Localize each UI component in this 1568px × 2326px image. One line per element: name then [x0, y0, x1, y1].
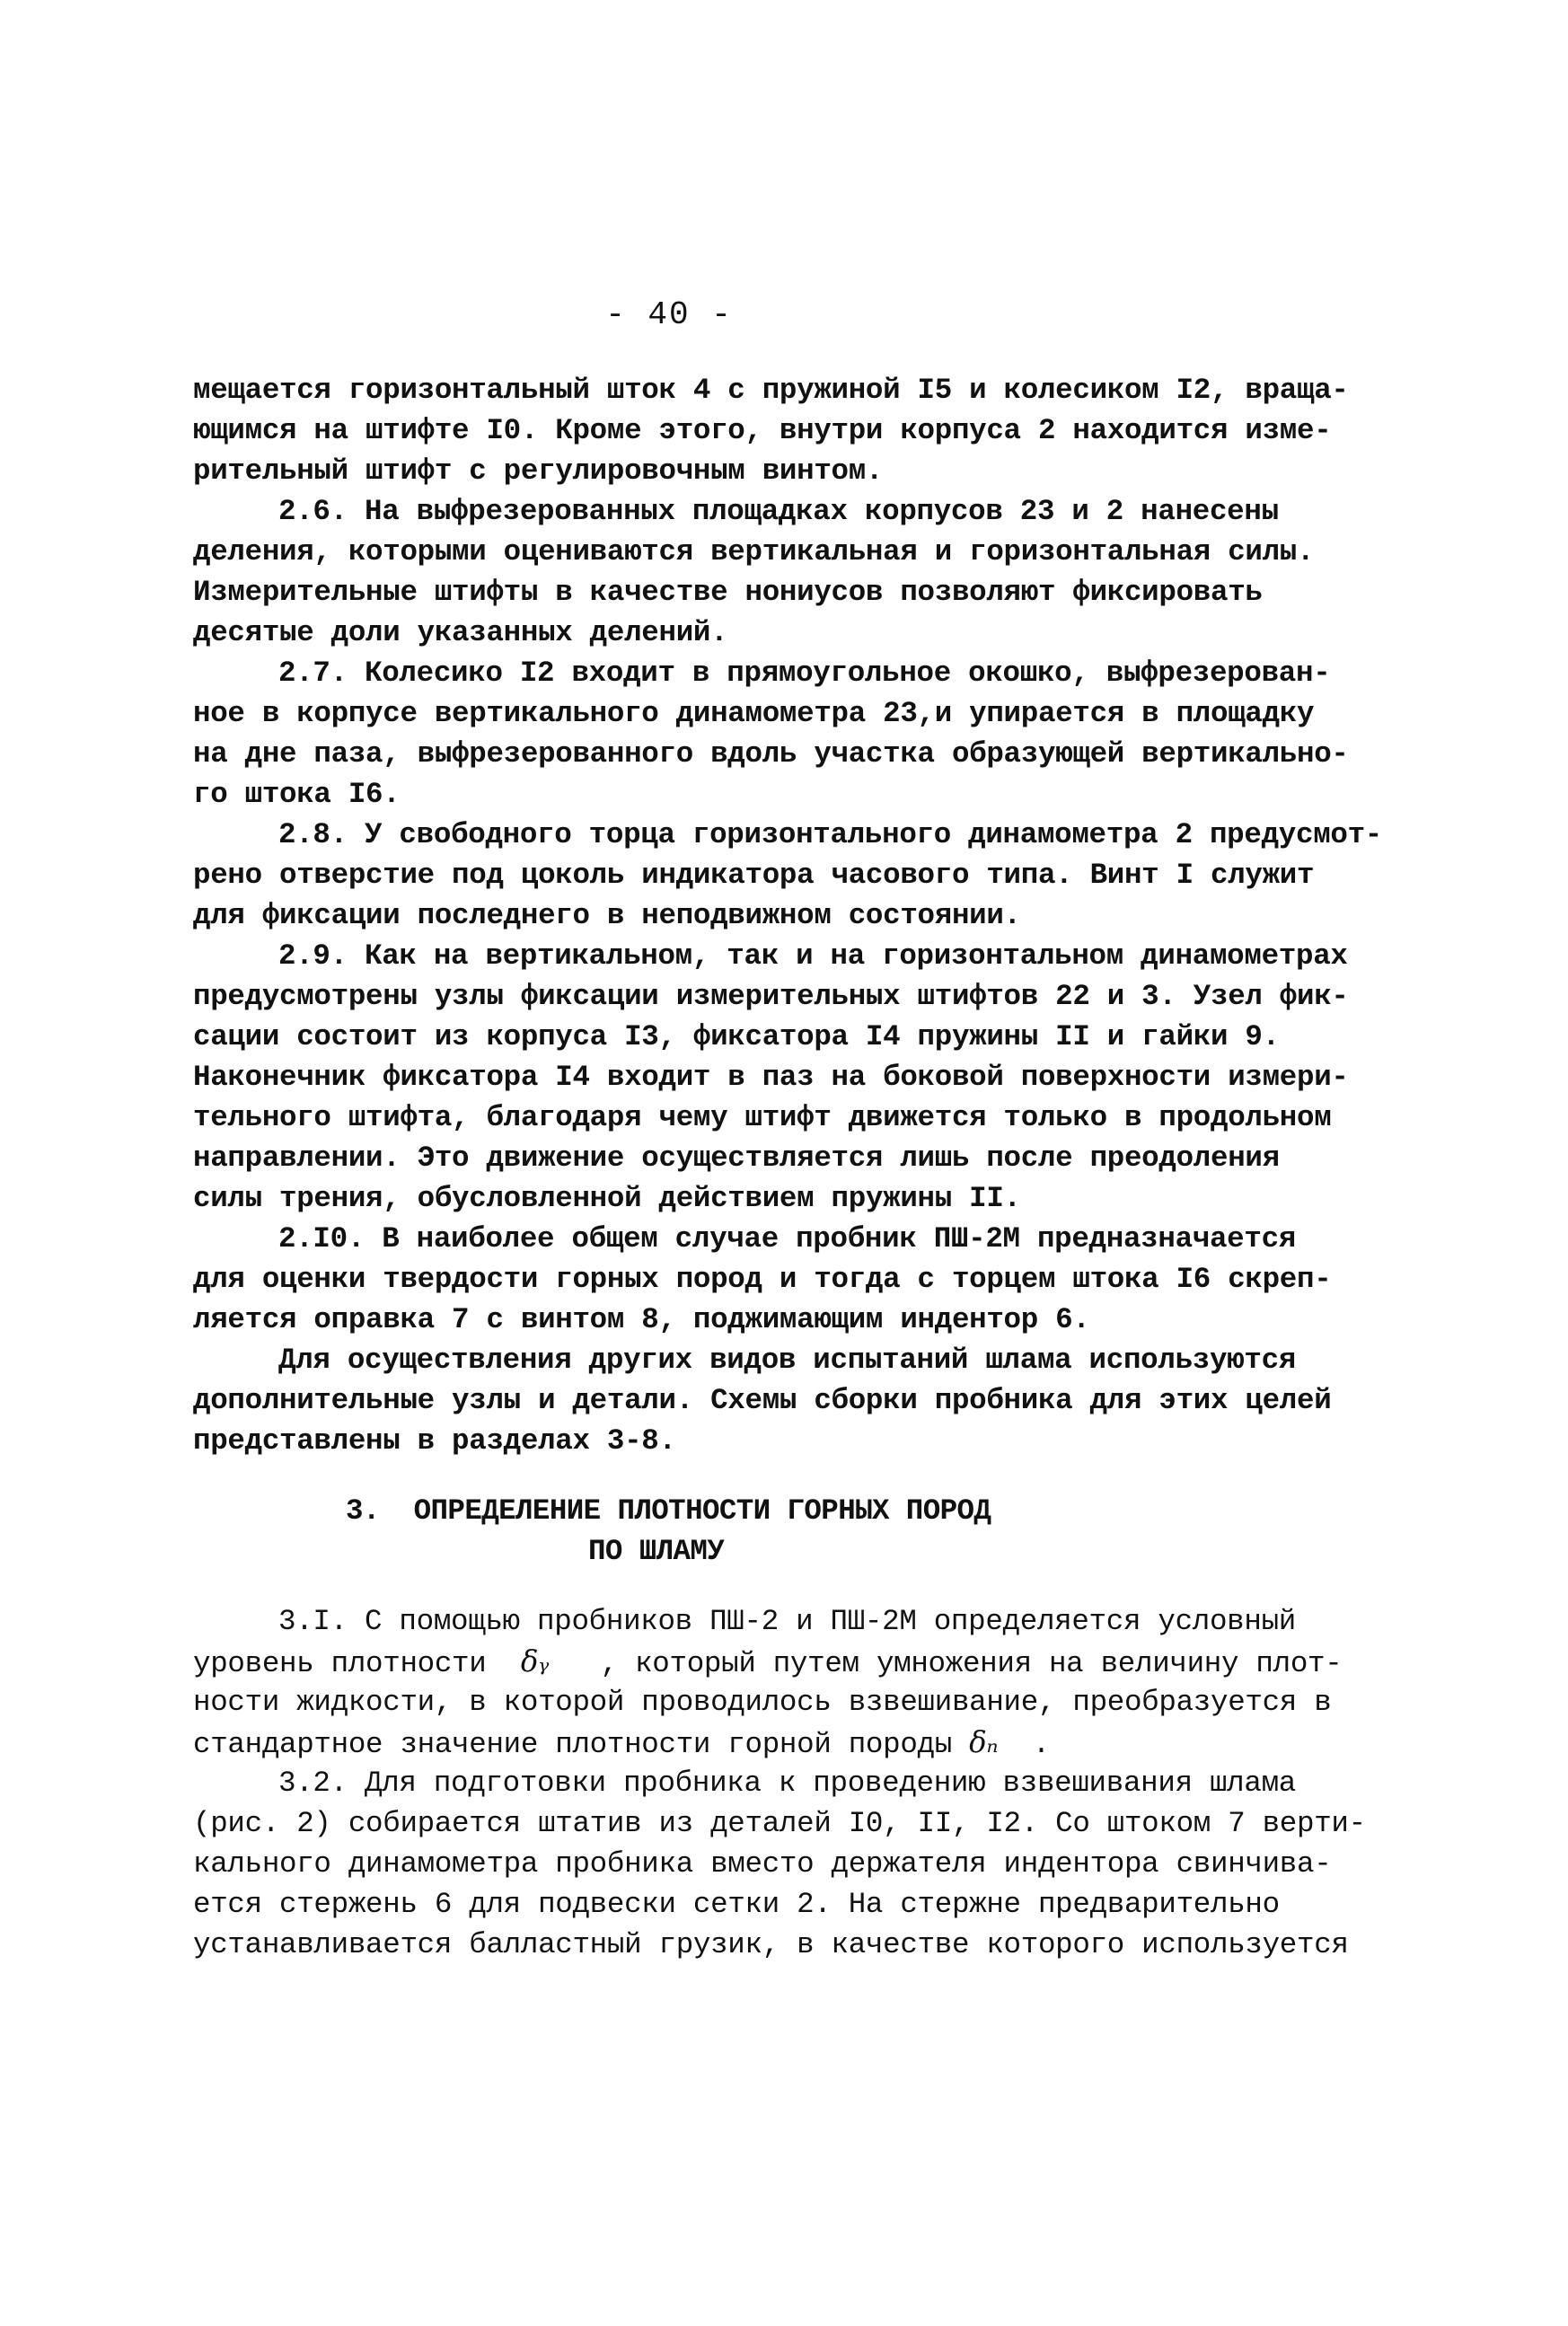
delta-y-symbol: δᵧ: [520, 1644, 550, 1678]
text-line: устанавливается балластный грузик, в качестве которого используется: [193, 1928, 1349, 1961]
text-line: 2.6. На выфрезерованных площадках корпусов 23 и 2 нанесены: [278, 495, 1279, 528]
text-line: на дне паза, выфрезерованного вдоль участка образующей вертикально-: [193, 737, 1349, 771]
text-fragment: , который путем умножения на величину плот-: [549, 1647, 1343, 1680]
paragraph-3-2: [193, 1763, 1370, 1965]
text-line: дополнительные узлы и детали. Схемы сборки пробника для этих целей: [193, 1384, 1332, 1417]
text-line: представлены в разделах 3-8.: [193, 1424, 676, 1458]
paragraph-2-7: [193, 653, 1370, 815]
spacer: [193, 1461, 1370, 1491]
section-heading: [193, 1491, 1370, 1572]
text-line: деления, которыми оцениваются вертикальная и горизонтальная силы.: [193, 535, 1315, 568]
text-fragment: уровень плотности: [193, 1647, 521, 1680]
text-line: ется стержень 6 для подвески сетки 2. На стержне предварительно: [193, 1888, 1280, 1921]
text-line: 3.2. Для подготовки пробника к проведению взвешивания шлама: [278, 1767, 1296, 1800]
text-line: кального динамометра пробника вместо держателя индентора свинчива-: [193, 1847, 1332, 1881]
paragraph-continuation: [193, 370, 1370, 491]
text-line: 2.9. Как на вертикальном, так и на горизонтальном динамометрах: [278, 939, 1348, 973]
text-line: предусмотрены узлы фиксации измерительных штифтов 22 и 3. Узел фик-: [193, 980, 1349, 1013]
text-line: силы трения, обусловленной действием пружины II.: [193, 1182, 1021, 1215]
text-line: направлении. Это движение осуществляется лишь после преодоления: [193, 1141, 1280, 1175]
text-line-with-symbol: [193, 1642, 1370, 1682]
page-number: - 40 -: [605, 296, 733, 333]
section-heading-line-2: ПО ШЛАМУ: [588, 1535, 725, 1568]
text-line: рительный штифт с регулировочным винтом.: [193, 454, 884, 488]
text-line-with-symbol: [193, 1722, 1370, 1763]
paragraph-other-tests: [193, 1340, 1370, 1461]
text-line: мещается горизонтальный шток 4 с пружиной I5 и колесиком I2, враща-: [193, 374, 1349, 407]
delta-n-symbol: δₙ: [969, 1725, 999, 1759]
text-line: 2.I0. В наиболее общем случае пробник ПШ-2М предназначается: [278, 1222, 1296, 1256]
paragraph-2-10: [193, 1219, 1370, 1340]
spacer: [193, 1572, 1370, 1601]
text-line: го штока I6.: [193, 778, 401, 811]
text-line: десятые доли указанных делений.: [193, 616, 728, 649]
section-heading-line-1: 3. ОПРЕДЕЛЕНИЕ ПЛОТНОСТИ ГОРНЫХ ПОРОД: [346, 1494, 991, 1528]
text-line: ное в корпусе вертикального динамометра 23,и упирается в площадку: [193, 697, 1315, 730]
text-line: Для осуществления других видов испытаний шлама используются: [278, 1344, 1296, 1377]
body-text: [193, 370, 1383, 1965]
text-line: для фиксации последнего в неподвижном состоянии.: [193, 899, 1021, 932]
text-line: тельного штифта, благодаря чему штифт движется только в продольном: [193, 1101, 1332, 1134]
text-line: ющимся на штифте I0. Кроме этого, внутри корпуса 2 находится изме-: [193, 414, 1332, 447]
paragraph-2-9: [193, 936, 1370, 1219]
text-line: рено отверстие под цоколь индикатора часового типа. Винт I служит: [193, 859, 1315, 892]
paragraph-2-8: [193, 815, 1383, 936]
text-line: ляется оправка 7 с винтом 8, поджимающим индентор 6.: [193, 1303, 1090, 1336]
text-line: Наконечник фиксатора I4 входит в паз на боковой поверхности измери-: [193, 1061, 1349, 1094]
paragraph-3-1: [193, 1601, 1370, 1763]
text-line: (рис. 2) собирается штатив из деталей I0, II, I2. Со штоком 7 верти-: [193, 1807, 1366, 1840]
text-line: сации состоит из корпуса I3, фиксатора I4 пружины II и гайки 9.: [193, 1020, 1280, 1053]
text-line: для оценки твердости горных пород и тогда с торцем штока I6 скреп-: [193, 1263, 1332, 1296]
text-fragment: .: [998, 1728, 1050, 1761]
text-line: ности жидкости, в которой проводилось взвешивание, преобразуется в: [193, 1686, 1332, 1719]
text-fragment: стандартное значение плотности горной породы: [193, 1728, 970, 1761]
paragraph-2-6: [193, 491, 1370, 653]
text-line: Измерительные штифты в качестве нониусов позволяют фиксировать: [193, 576, 1263, 609]
text-line: 3.I. С помощью пробников ПШ-2 и ПШ-2М определяется условный: [278, 1605, 1296, 1638]
text-line: 2.8. У свободного торца горизонтального динамометра 2 предусмот-: [278, 818, 1383, 851]
text-line: 2.7. Колесико I2 входит в прямоугольное окошко, выфрезерован-: [278, 656, 1331, 690]
